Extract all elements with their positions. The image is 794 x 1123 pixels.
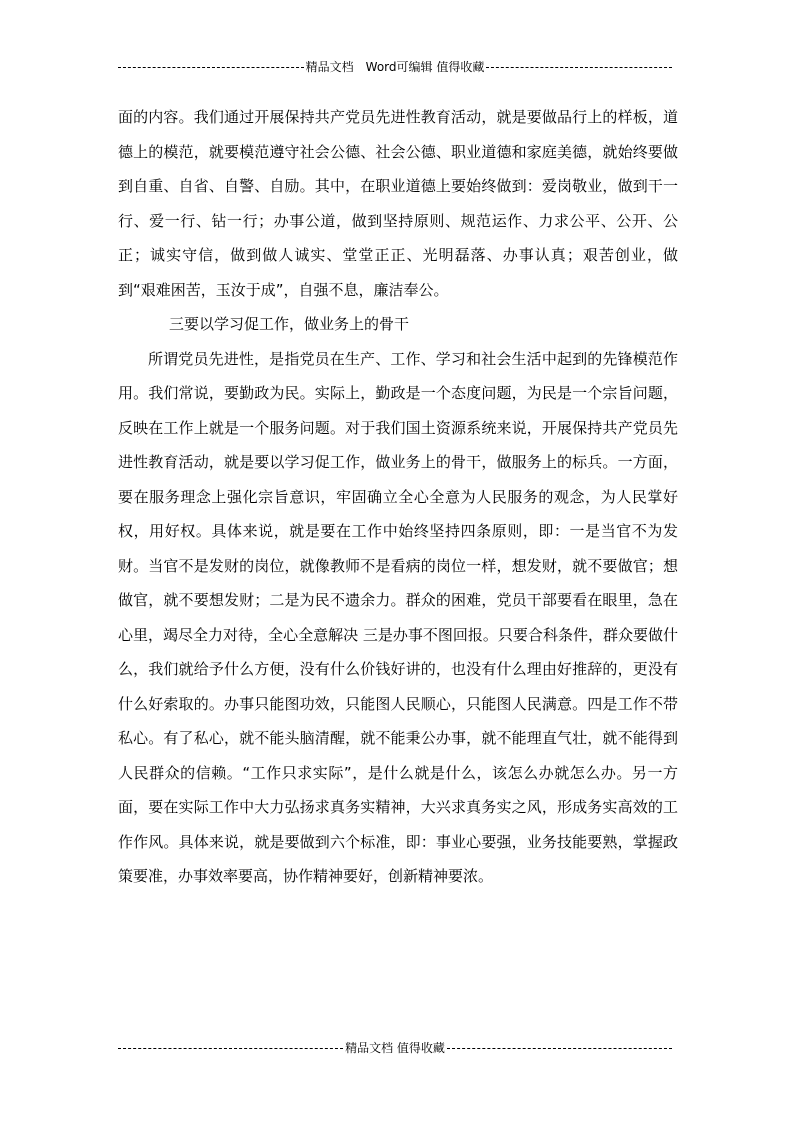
section-subheading: 三要以学习促工作，做业务上的骨干 [169,315,410,333]
document-body [118,100,678,894]
header-dash-left [118,67,304,68]
paragraph-continuation: 面的内容。我们通过开展保持共产党员先进性教育活动，就是要做品行上的样板，道德上的模范，就要模范遵守社会公德、社会公德、职业道德和家庭美德，就始终要做到自重、自省、自警、自励。其中，在职业道德上要始终做到：爱岗敬业，做到干一行、爱一行、钻一行；办事公道，做到坚持原则、规范运作、力求公平、公开、公正；诚实守信，做到做人诚实、堂堂正正、光明磊落、办事认真；艰苦创业，做到“艰难困苦，玉汝于成”，自强不息，廉洁奉公。 [118,108,678,299]
footer-dash-left [118,1048,343,1049]
page-footer [118,1039,672,1057]
header-text: 精品文档 Word可编辑 值得收藏 [305,60,485,74]
paragraph-main: 所谓党员先进性，是指党员在生产、工作、学习和社会生活中起到的先锋模范作用。我们常说，要勤政为民。实际上，勤政是一个态度问题，为民是一个宗旨问题，反映在工作上就是一个服务问题。对于我们国土资源系统来说，开展保持共产党员先进性教育活动，就是要以学习促工作，做业务上的骨干，做服务上的标兵。一方面，要在服务理念上强化宗旨意识，牢固确立全心全意为人民服务的观念，为人民掌好权，用好权。具体来说，就是要在工作中始终坚持四条原则，即：一是当官不为发财。当官不是发财的岗位，就像教师不是看病的岗位一样，想发财，就不要做官；想做官，就不要想发财；二是为民不遗余力。群众的困难，党员干部要看在眼里，急在心里，竭尽全力对待，全心全意解决 三是办事不图回报。只要合科条件，群众要做什么，我们就给予什么方便，没有什么价钱好讲的，也没有什么理由好推辞的，更没有什么好索取的。办事只能图功效，只能图人民顺心，只能图人民满意。四是工作不带私心。有了私心，就不能头脑清醒，就不能秉公办事，就不能理直气壮，就不能得到人民群众的信赖。“工作只求实际”，是什么就是什么，该怎么办就怎么办。另一方面，要在实际工作中大力弘扬求真务实精神，大兴求真务实之风，形成务实高效的工作作风。具体来说，就是要做到六个标准，即：事业心要强，业务技能要熟，掌握政策要准，办事效率要高，协作精神要好，创新精神要浓。 [118,349,678,885]
header-dash-right [486,67,672,68]
page-header [118,58,672,76]
footer-dash-right [447,1048,672,1049]
footer-text: 精品文档 值得收藏 [345,1041,445,1055]
